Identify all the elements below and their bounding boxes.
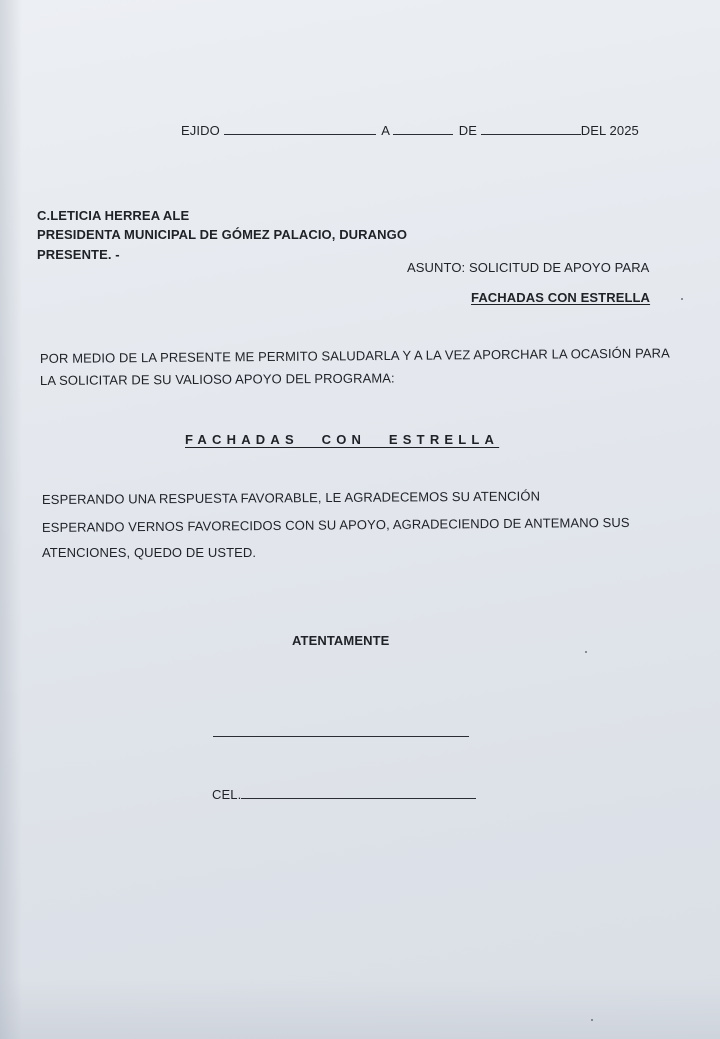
- cel-blank: [241, 786, 476, 799]
- month-blank: [481, 122, 581, 135]
- recipient-title: PRESIDENTA MUNICIPAL DE GÓMEZ PALACIO, DURANGO: [37, 227, 408, 242]
- day-blank: [393, 122, 453, 135]
- closing-salutation: ATENTAMENTE: [292, 633, 390, 648]
- page-shadow-left: [0, 0, 22, 1039]
- signature-line: [213, 736, 469, 737]
- date-line: [181, 122, 639, 138]
- body-paragraph-1-line-1: POR MEDIO DE LA PRESENTE ME PERMITO SALUDARLA Y A LA VEZ APORCHAR LA OCASIÓN PARA: [39, 345, 670, 366]
- body-paragraph-3-line-2: ATENCIONES, QUEDO DE USTED.: [42, 545, 257, 560]
- ejido-blank: [224, 122, 376, 135]
- program-name: FACHADAS CON ESTRELLA: [185, 432, 500, 447]
- page-shadow-bottom: [0, 979, 720, 1039]
- body-paragraph-1-line-2: LA SOLICITAR DE SU VALIOSO APOYO DEL PROGRAMA:: [39, 370, 395, 388]
- paper-speck: [585, 651, 587, 653]
- recipient-present: PRESENTE. -: [37, 247, 120, 262]
- a-label: A: [381, 123, 390, 138]
- body-paragraph-2: ESPERANDO UNA RESPUESTA FAVORABLE, LE AGRADECEMOS SU ATENCIÓN: [41, 488, 541, 507]
- de-label: DE: [458, 123, 477, 138]
- paper-speck: [591, 1019, 593, 1021]
- body-paragraph-3-line-1: ESPERANDO VERNOS FAVORECIDOS CON SU APOYO, AGRADECIENDO DE ANTEMANO SUS: [41, 514, 630, 535]
- cel-label: CEL.: [212, 787, 242, 802]
- cel-line: [212, 786, 476, 802]
- recipient-name: C.LETICIA HERREA ALE: [37, 208, 190, 223]
- subject-line-2: FACHADAS CON ESTRELLA: [471, 290, 651, 305]
- paper-speck: [681, 298, 683, 300]
- subject-line-1: ASUNTO: SOLICITUD DE APOYO PARA: [407, 260, 650, 275]
- year-label: DEL 2025: [580, 123, 639, 138]
- ejido-label: EJIDO: [181, 123, 220, 138]
